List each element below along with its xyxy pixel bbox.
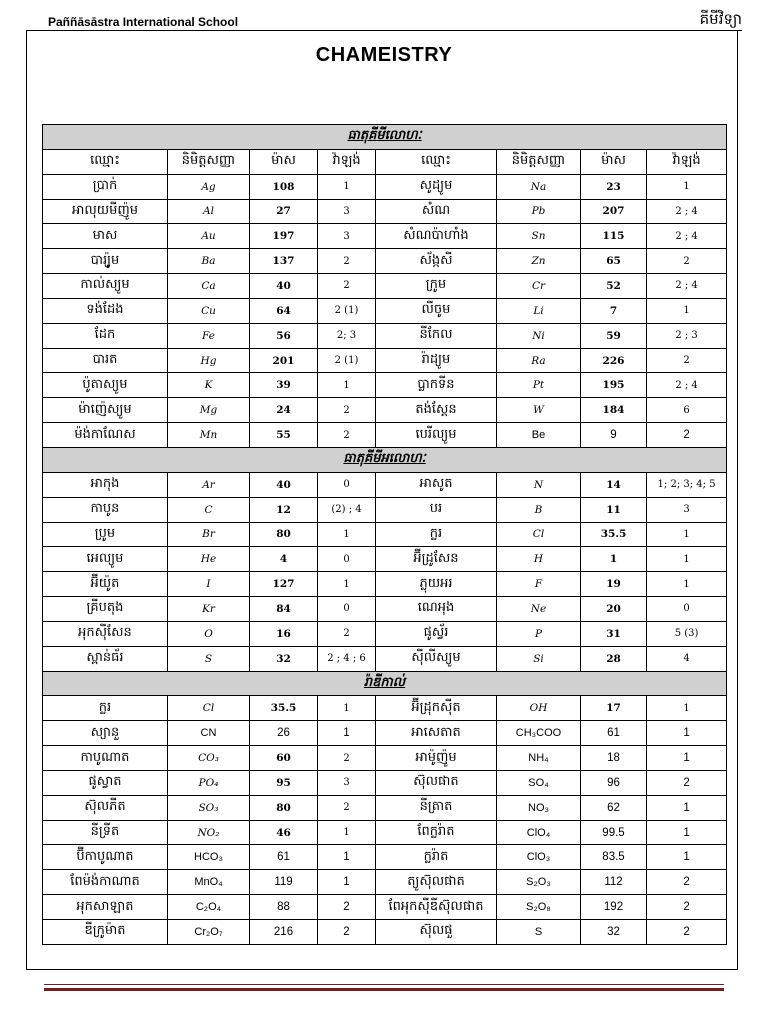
element-valence: 1 <box>318 522 376 547</box>
element-mass: 192 <box>581 895 647 920</box>
element-mass: 20 <box>581 597 647 622</box>
element-name: អ៊ីដ្រូសែន <box>376 547 497 572</box>
element-symbol: ClO₄ <box>497 820 581 845</box>
element-symbol: Zn <box>497 249 581 274</box>
element-mass: 14 <box>581 472 647 497</box>
element-symbol: Al <box>168 199 250 224</box>
section-header <box>43 125 727 150</box>
table-row <box>43 770 727 795</box>
element-symbol: Sn <box>497 224 581 249</box>
element-name: អេល្យូម <box>43 547 168 572</box>
element-mass: 112 <box>581 870 647 895</box>
element-symbol: Mn <box>168 423 250 448</box>
element-mass: 40 <box>250 274 318 299</box>
column-header: ម៉ាស <box>250 149 318 174</box>
element-name: ស៊ុលផួ <box>376 920 497 945</box>
element-valence: 2 <box>318 746 376 771</box>
element-name: អាកុង <box>43 472 168 497</box>
element-name: កាបូណាត <box>43 746 168 771</box>
element-mass: 4 <box>250 547 318 572</box>
element-name: តង់ស្តែន <box>376 398 497 423</box>
element-mass: 108 <box>250 174 318 199</box>
table-row <box>43 472 727 497</box>
element-symbol: Cu <box>168 298 250 323</box>
element-mass: 55 <box>250 423 318 448</box>
table-row <box>43 572 727 597</box>
element-symbol: Cr <box>497 274 581 299</box>
element-mass: 62 <box>581 795 647 820</box>
element-symbol: B <box>497 497 581 522</box>
element-symbol: SO₄ <box>497 770 581 795</box>
element-valence: 2 <box>647 870 727 895</box>
element-symbol: Ar <box>168 472 250 497</box>
element-valence: 1 <box>318 174 376 199</box>
table-row <box>43 199 727 224</box>
element-mass: 115 <box>581 224 647 249</box>
element-mass: 80 <box>250 522 318 547</box>
column-header-row <box>43 149 727 174</box>
element-valence: 3 <box>318 224 376 249</box>
element-symbol: Cl <box>168 696 250 721</box>
element-mass: 99.5 <box>581 820 647 845</box>
element-symbol: I <box>168 572 250 597</box>
element-name: ស៊ីលីស្យូម <box>376 646 497 671</box>
element-name: សូដ្យូម <box>376 174 497 199</box>
element-mass: 1 <box>581 547 647 572</box>
element-name: អាម៉ូញ៉ូម <box>376 746 497 771</box>
element-valence: 1 <box>647 572 727 597</box>
element-name: នីទ្រីត <box>43 820 168 845</box>
table-row <box>43 547 727 572</box>
element-valence: 1 <box>647 795 727 820</box>
element-valence: 1 <box>318 373 376 398</box>
table-row <box>43 497 727 522</box>
element-valence: 2 <box>647 895 727 920</box>
element-name: ពែអុកស៊ីឌីស៊ុលផាត <box>376 895 497 920</box>
element-valence: 1 <box>647 696 727 721</box>
element-name: ឌីក្រូម៉ាត <box>43 920 168 945</box>
element-symbol: ClO₃ <box>497 845 581 870</box>
element-valence: 2 ; 3 <box>647 323 727 348</box>
element-symbol: Li <box>497 298 581 323</box>
element-name: ប្រាក់ <box>43 174 168 199</box>
element-mass: 60 <box>250 746 318 771</box>
element-name: បារត <box>43 348 168 373</box>
element-name: នីកែល <box>376 323 497 348</box>
element-mass: 95 <box>250 770 318 795</box>
table-row <box>43 920 727 945</box>
element-symbol: Hg <box>168 348 250 373</box>
element-name: សំណ <box>376 199 497 224</box>
table-row <box>43 348 727 373</box>
element-mass: 23 <box>581 174 647 199</box>
element-name: កាបូន <box>43 497 168 522</box>
table-row <box>43 696 727 721</box>
element-name: អាសូត <box>376 472 497 497</box>
table-row <box>43 174 727 199</box>
table-row <box>43 870 727 895</box>
element-symbol: Pb <box>497 199 581 224</box>
element-name: ប៊ីកាបូណាត <box>43 845 168 870</box>
element-mass: 32 <box>250 646 318 671</box>
element-symbol: W <box>497 398 581 423</box>
element-name: សំណប៉ាហាំង <box>376 224 497 249</box>
element-symbol: MnO₄ <box>168 870 250 895</box>
column-header: វ៉ាឡង់ <box>318 149 376 174</box>
element-valence: 1 <box>318 721 376 746</box>
element-valence: 1 <box>318 870 376 895</box>
element-valence: 2 ; 4 ; 6 <box>318 646 376 671</box>
element-mass: 46 <box>250 820 318 845</box>
table-row <box>43 298 727 323</box>
element-name: ប្លាកទីន <box>376 373 497 398</box>
element-name: ប៉ូតាស្យូម <box>43 373 168 398</box>
element-symbol: Si <box>497 646 581 671</box>
element-mass: 27 <box>250 199 318 224</box>
subject-label: គីមីវិទ្យា <box>699 10 742 28</box>
section-header <box>43 671 727 696</box>
element-valence: 2 <box>647 348 727 373</box>
element-symbol: Mg <box>168 398 250 423</box>
element-mass: 39 <box>250 373 318 398</box>
section-title: រ៉ាឌីកាល់ <box>43 671 727 696</box>
element-mass: 61 <box>581 721 647 746</box>
element-symbol: NO₃ <box>497 795 581 820</box>
element-name: ស័ង្កសី <box>376 249 497 274</box>
element-symbol: C₂O₄ <box>168 895 250 920</box>
element-mass: 40 <box>250 472 318 497</box>
table-row <box>43 646 727 671</box>
table-row <box>43 746 727 771</box>
element-valence: 1 <box>318 696 376 721</box>
element-name: ប្រូម <box>43 522 168 547</box>
element-symbol: Fe <box>168 323 250 348</box>
element-valence: 4 <box>647 646 727 671</box>
element-name: នីត្រាត <box>376 795 497 820</box>
element-valence: 2 ; 4 <box>647 373 727 398</box>
element-mass: 207 <box>581 199 647 224</box>
element-mass: 65 <box>581 249 647 274</box>
element-name: ពែម៉ង់កាណាត <box>43 870 168 895</box>
element-mass: 195 <box>581 373 647 398</box>
element-symbol: S <box>497 920 581 945</box>
element-name: ក្លរ <box>43 696 168 721</box>
column-header: និមិត្តសញ្ញា <box>168 149 250 174</box>
element-name: ស៊ុលភីត <box>43 795 168 820</box>
table-row <box>43 795 727 820</box>
element-name: ភ្លុយអរ <box>376 572 497 597</box>
element-symbol: S₂O₈ <box>497 895 581 920</box>
element-symbol: Ni <box>497 323 581 348</box>
element-name: ផូស្វ័រ <box>376 621 497 646</box>
element-name: អាសេតាត <box>376 721 497 746</box>
element-symbol: F <box>497 572 581 597</box>
element-symbol: S <box>168 646 250 671</box>
element-mass: 197 <box>250 224 318 249</box>
element-mass: 64 <box>250 298 318 323</box>
element-mass: 83.5 <box>581 845 647 870</box>
element-name: អ៊ីដ្រុកស៊ីត <box>376 696 497 721</box>
element-symbol: HCO₃ <box>168 845 250 870</box>
element-mass: 35.5 <box>250 696 318 721</box>
element-mass: 226 <box>581 348 647 373</box>
element-name: គ្រីបតុង <box>43 597 168 622</box>
element-valence: 0 <box>318 472 376 497</box>
section-title: ធាតុគីមីលោហៈ <box>43 125 727 150</box>
element-valence: 5 (3) <box>647 621 727 646</box>
element-valence: 1 <box>647 721 727 746</box>
element-mass: 7 <box>581 298 647 323</box>
element-mass: 28 <box>581 646 647 671</box>
element-symbol: CO₃ <box>168 746 250 771</box>
table-row <box>43 373 727 398</box>
element-name: មាស <box>43 224 168 249</box>
element-valence: 2; 3 <box>318 323 376 348</box>
element-name: អាលុយមីញ៉ូម <box>43 199 168 224</box>
element-valence: 1 <box>647 174 727 199</box>
element-mass: 18 <box>581 746 647 771</box>
element-mass: 201 <box>250 348 318 373</box>
table-row <box>43 820 727 845</box>
element-valence: 2 <box>318 895 376 920</box>
element-name: ទង់ដែង <box>43 298 168 323</box>
element-mass: 11 <box>581 497 647 522</box>
element-valence: 3 <box>647 497 727 522</box>
element-valence: 2 <box>318 398 376 423</box>
element-symbol: PO₄ <box>168 770 250 795</box>
element-name: អុកសាឡាត <box>43 895 168 920</box>
element-valence: 1 <box>318 820 376 845</box>
element-symbol: NO₂ <box>168 820 250 845</box>
element-name: ស៊ុលផាត <box>376 770 497 795</box>
element-valence: 2 <box>318 920 376 945</box>
element-mass: 31 <box>581 621 647 646</box>
element-name: លីចូម <box>376 298 497 323</box>
element-valence: 2 <box>647 920 727 945</box>
element-mass: 88 <box>250 895 318 920</box>
element-name: រ៉ាដ្យូម <box>376 348 497 373</box>
element-symbol: H <box>497 547 581 572</box>
element-mass: 59 <box>581 323 647 348</box>
element-symbol: O <box>168 621 250 646</box>
element-valence: 1 <box>647 547 727 572</box>
element-name: កាល់ស្យូម <box>43 274 168 299</box>
element-symbol: He <box>168 547 250 572</box>
element-valence: 2 <box>647 423 727 448</box>
element-name: បរ <box>376 497 497 522</box>
element-symbol: Au <box>168 224 250 249</box>
table-row <box>43 597 727 622</box>
element-symbol: Na <box>497 174 581 199</box>
element-mass: 52 <box>581 274 647 299</box>
element-valence: 2 <box>318 249 376 274</box>
element-valence: 1 <box>647 845 727 870</box>
element-name: ម៉ាញ៉េស្យូម <box>43 398 168 423</box>
element-valence: 2 <box>318 621 376 646</box>
footer-rule-thin <box>44 984 724 985</box>
element-mass: 127 <box>250 572 318 597</box>
element-mass: 24 <box>250 398 318 423</box>
element-symbol: NH₄ <box>497 746 581 771</box>
table-row <box>43 522 727 547</box>
element-symbol: Kr <box>168 597 250 622</box>
element-valence: 3 <box>318 770 376 795</box>
element-mass: 17 <box>581 696 647 721</box>
column-header: វ៉ាឡង់ <box>647 149 727 174</box>
element-valence: 1; 2; 3; 4; 5 <box>647 472 727 497</box>
element-name: អុកស៊ីសែន <box>43 621 168 646</box>
element-symbol: Ra <box>497 348 581 373</box>
element-name: ក្លរ <box>376 522 497 547</box>
element-valence: 2 <box>318 274 376 299</box>
element-mass: 96 <box>581 770 647 795</box>
element-valence: 1 <box>318 845 376 870</box>
element-symbol: P <box>497 621 581 646</box>
table-row <box>43 323 727 348</box>
element-valence: 2 ; 4 <box>647 199 727 224</box>
element-name: ក្លរ៉ាត <box>376 845 497 870</box>
element-name: ស្ពាន់ធ័រ <box>43 646 168 671</box>
element-name: ក្រូម <box>376 274 497 299</box>
element-symbol: Cr₂O₇ <box>168 920 250 945</box>
element-symbol: Ba <box>168 249 250 274</box>
section-title: ធាតុគីមីអលោហៈ <box>43 447 727 472</box>
element-symbol: CN <box>168 721 250 746</box>
element-name: ម៉ង់កាណែស <box>43 423 168 448</box>
element-mass: 32 <box>581 920 647 945</box>
element-valence: 0 <box>647 597 727 622</box>
column-header: ឈ្មោះ <box>376 149 497 174</box>
table-row <box>43 895 727 920</box>
element-valence: 0 <box>318 597 376 622</box>
element-mass: 61 <box>250 845 318 870</box>
element-mass: 26 <box>250 721 318 746</box>
table-row <box>43 249 727 274</box>
element-mass: 12 <box>250 497 318 522</box>
element-symbol: CH₃COO <box>497 721 581 746</box>
element-symbol: S₂O₃ <box>497 870 581 895</box>
table-row <box>43 621 727 646</box>
element-valence: 2 <box>318 795 376 820</box>
element-symbol: Ca <box>168 274 250 299</box>
element-valence: 2 ; 4 <box>647 224 727 249</box>
element-mass: 216 <box>250 920 318 945</box>
element-name: បេរីល្យូម <box>376 423 497 448</box>
element-name: ណេអុង <box>376 597 497 622</box>
element-mass: 35.5 <box>581 522 647 547</box>
column-header: និមិត្តសញ្ញា <box>497 149 581 174</box>
element-name: ផូស្វាត <box>43 770 168 795</box>
element-name: បារ្យ៉ូម <box>43 249 168 274</box>
element-valence: 1 <box>647 522 727 547</box>
column-header: ម៉ាស <box>581 149 647 174</box>
element-symbol: N <box>497 472 581 497</box>
element-symbol: OH <box>497 696 581 721</box>
element-mass: 19 <box>581 572 647 597</box>
page-title: CHAMEISTRY <box>315 44 453 66</box>
element-mass: 119 <box>250 870 318 895</box>
table-row <box>43 224 727 249</box>
element-symbol: Cl <box>497 522 581 547</box>
element-symbol: Pt <box>497 373 581 398</box>
element-symbol: C <box>168 497 250 522</box>
element-name: ស្យានួ <box>43 721 168 746</box>
element-mass: 16 <box>250 621 318 646</box>
element-valence: 1 <box>647 820 727 845</box>
element-valence: (2) ; 4 <box>318 497 376 522</box>
element-mass: 184 <box>581 398 647 423</box>
column-header: ឈ្មោះ <box>43 149 168 174</box>
element-symbol: Be <box>497 423 581 448</box>
element-valence: 1 <box>318 572 376 597</box>
section-header <box>43 447 727 472</box>
element-valence: 6 <box>647 398 727 423</box>
element-mass: 80 <box>250 795 318 820</box>
element-mass: 9 <box>581 423 647 448</box>
element-name: ពែក្លរ៉ាត <box>376 820 497 845</box>
element-valence: 0 <box>318 547 376 572</box>
element-valence: 2 ; 4 <box>647 274 727 299</box>
element-symbol: Ag <box>168 174 250 199</box>
table-row <box>43 845 727 870</box>
element-valence: 2 <box>647 770 727 795</box>
element-valence: 1 <box>647 298 727 323</box>
element-symbol: Ne <box>497 597 581 622</box>
element-valence: 3 <box>318 199 376 224</box>
element-valence: 2 <box>318 423 376 448</box>
element-symbol: SO₃ <box>168 795 250 820</box>
element-mass: 84 <box>250 597 318 622</box>
element-name: ត្យូស៊ុលផាត <box>376 870 497 895</box>
element-name: ដែក <box>43 323 168 348</box>
element-symbol: Br <box>168 522 250 547</box>
element-mass: 137 <box>250 249 318 274</box>
element-valence: 2 <box>647 249 727 274</box>
element-valence: 2 (1) <box>318 348 376 373</box>
element-valence: 2 (1) <box>318 298 376 323</box>
school-name: Paññāsāstra International School <box>48 15 239 29</box>
footer-rule-thick <box>44 988 724 991</box>
table-row <box>43 721 727 746</box>
element-symbol: K <box>168 373 250 398</box>
chemistry-table <box>42 124 727 945</box>
table-row <box>43 423 727 448</box>
element-mass: 56 <box>250 323 318 348</box>
table-row <box>43 398 727 423</box>
table-row <box>43 274 727 299</box>
element-name: អ៊ីយ៉ូត <box>43 572 168 597</box>
element-valence: 1 <box>647 746 727 771</box>
